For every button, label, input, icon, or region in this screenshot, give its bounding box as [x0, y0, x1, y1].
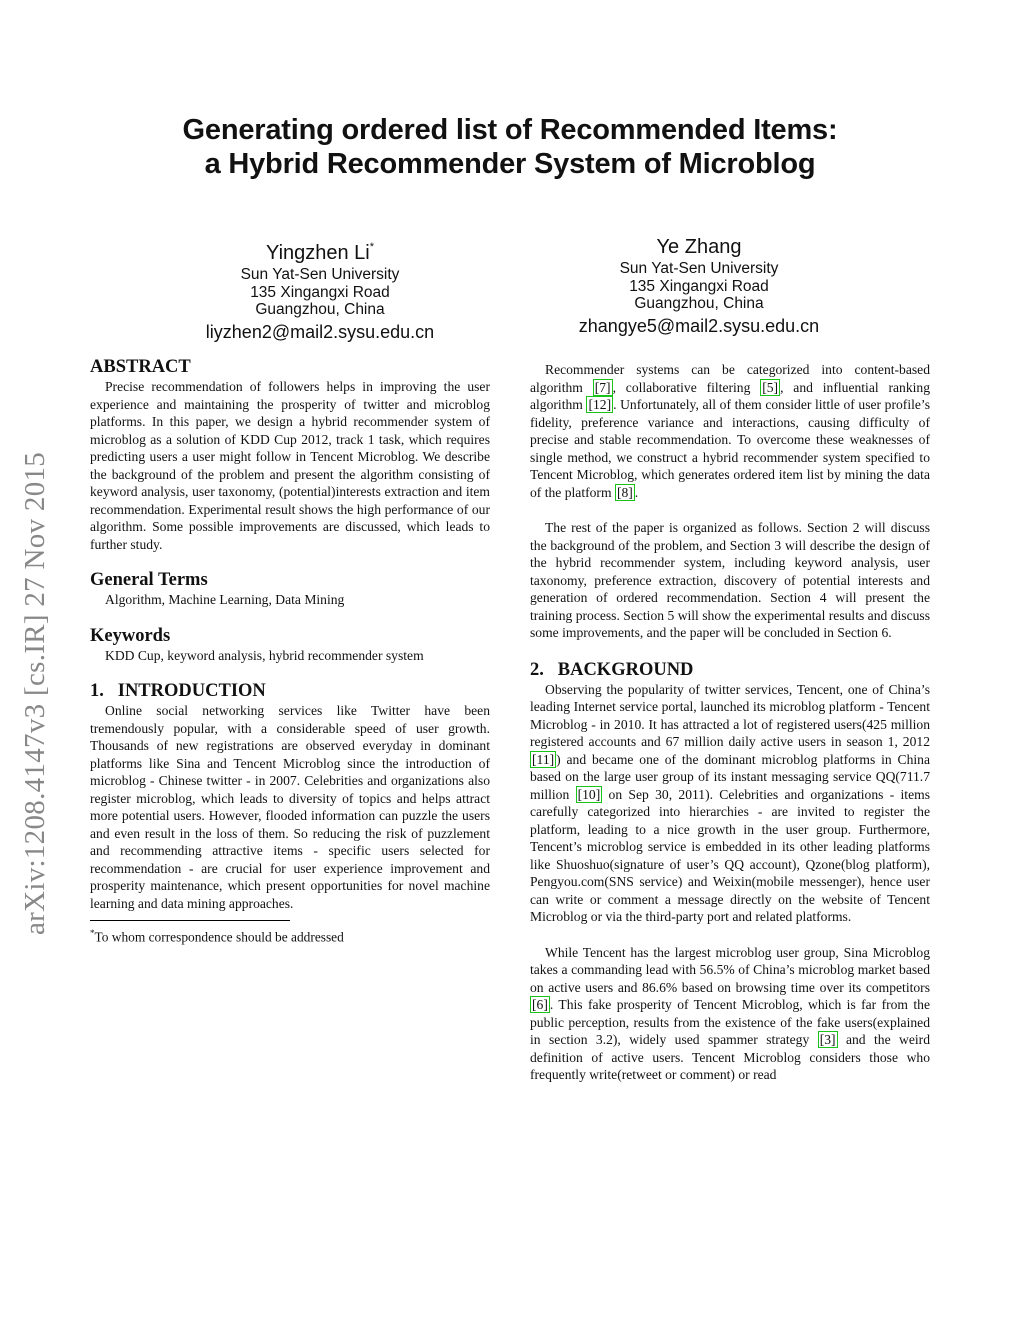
author-footnote-mark: * [369, 241, 375, 253]
keywords-heading: Keywords [90, 625, 171, 646]
title-line-2: a Hybrid Recommender System of Microblog [204, 148, 816, 180]
left-column [90, 356, 490, 945]
footnote-text: To whom correspondence should be addressed [94, 929, 344, 945]
footnote-rule [90, 920, 290, 921]
citation-link[interactable]: [8] [616, 484, 633, 500]
footnote-mark: * [90, 928, 95, 938]
introduction-paragraph-2: Recommender systems can be categorized into content-based algorithm [7] , collaborative filtering [5] , and influential ranking algorithm [12] . Unfortunately, all of them consider little of user profile’s fidelity, preference variance and interactions, causing difficulty of precise and stable recommendation. To overcome these weaknesses of single method, we construct a hybrid recommender system specified to Tencent Microblog, which generates ordered item list by mining the data of the platform [8] . [530, 362, 930, 500]
author-email[interactable]: zhangye5@mail2.sysu.edu.cn [578, 315, 820, 336]
author-affiliation: Sun Yat-Sen University [619, 260, 779, 277]
author-email[interactable]: liyzhen2@mail2.sysu.edu.cn [205, 321, 435, 342]
introduction-heading: 1. INTRODUCTION [90, 681, 266, 701]
author-name: Ye Zhang [656, 236, 742, 258]
author-block-2 [489, 234, 909, 338]
author-name: Yingzhen Li [265, 242, 370, 264]
keywords-text: KDD Cup, keyword analysis, hybrid recommender system [105, 647, 424, 663]
background-paragraph-1: Observing the popularity of twitter services, Tencent, one of China’s leading Internet service portal, launched its microblog platform - Tencent Microblog - in 2010. It has attracted a lot of registered users(425 million registered accounts and 67 million daily active users in season 1, 2012 [11] ) and became one of the dominant microblog platforms in China based on the large user group of its instant messaging service QQ(711.7 million [10] on Sep 30, 2011). Celebrities and organizations - items carefully categorized into hierarchies - are invited to register the platform, leading to a nice growth in the user group. Furthermore, Tencent’s microblog service is embedded in its other leading platforms like Shuoshuo(signature of user’s QQ account), Qzone(blog platform), Pengyou.com(SNS service) and Weixin(mobile messenger), hence user can write or comment a message directly on the website of Tencent Microblog or via the third-party port and related platforms. [530, 681, 930, 924]
citation-link[interactable]: [5] [762, 379, 779, 395]
introduction-paragraph-1: Online social networking services like Twitter have been tremendously popular, with a considerable speed of user growth. Thousands of new registrations are observed everyday in dominant platforms like Sina and Tencent Microblog since the introduction of microblog - Chinese twitter - in 2007. Celebrities and organizations also register microblog, which leads to diversity of topics and helps attract more potential users. However, flooded information can puzzle the users and even result in the loss of them. So reducing the risk of puzzlement and recommending attractive items - specific users selected for recommendation - are crucial for user experience improvement and prosperity maintenance, which present opportunities for novel machine learning and data mining approaches. [90, 703, 490, 911]
arxiv-identifier: arXiv:1208.4147v3 [cs.IR] 27 Nov 2015 [19, 451, 51, 935]
author-address: 135 Xingangxi Road [629, 277, 769, 295]
citation-link[interactable]: [6] [532, 997, 548, 1012]
title-line-1: Generating ordered list of Recommended Items: [182, 114, 838, 146]
abstract-text: Precise recommendation of followers helps in improving the user experience and maintaining the prosperity of twitter and microblog platforms. In this paper, we design a hybrid recommender system of microblog as a solution of KDD Cup 2012, track 1 task, which requires predicting users a user might follow in Tencent Microblog. We describe the background of the problem and present the algorithm consisting of keyword analysis, user taxonomy, (potential)interests extraction and item recommendation. Experimental result shows the high performance of our algorithm. Some possible improvements are discussed, which leads to further study. [90, 379, 490, 552]
paper-title [90, 113, 930, 181]
citation-link[interactable]: [11] [532, 751, 555, 767]
citation-link[interactable]: [3] [819, 1032, 836, 1047]
author-address: 135 Xingangxi Road [250, 283, 390, 301]
abstract-heading: ABSTRACT [90, 357, 191, 377]
general-terms-heading: General Terms [90, 570, 208, 590]
author-city: Guangzhou, China [255, 301, 385, 318]
citation-link[interactable]: [10] [577, 786, 601, 802]
author-block-1 [110, 234, 530, 344]
background-paragraph-2: While Tencent has the largest microblog user group, Sina Microblog takes a commanding lead with 56.5% of China’s microblog market based on active users and 86.6% based on browsing time over its competitors [6] . This fake prosperity of Tencent Microblog, which is far from the public perception, results from the existence of the fake users(explained in section 3.2), widely used spammer strategy [3] and the weird definition of active users. Tencent Microblog considers those who frequently write(retweet or comment) or read [530, 944, 930, 1082]
author-city: Guangzhou, China [634, 295, 764, 312]
footnote [90, 925, 490, 945]
right-column [530, 361, 930, 1084]
citation-link[interactable]: [7] [594, 379, 611, 395]
background-heading: 2. BACKGROUND [530, 659, 694, 680]
author-affiliation: Sun Yat-Sen University [240, 266, 400, 283]
citation-link[interactable]: [12] [588, 397, 612, 412]
introduction-paragraph-3: The rest of the paper is organized as follows. Section 2 will discuss the background of the problem, and Section 3 will describe the design of the hybrid recommender system, including keyword analysis, user taxonomy, preference extraction, discovery of potential interests and generation of ordered recommendation. Section 4 will present the training process. Section 5 will show the experimental results and discuss some improvements, and the paper will be concluded in Section 6. [530, 520, 930, 640]
general-terms-text: Algorithm, Machine Learning, Data Mining [105, 592, 345, 607]
